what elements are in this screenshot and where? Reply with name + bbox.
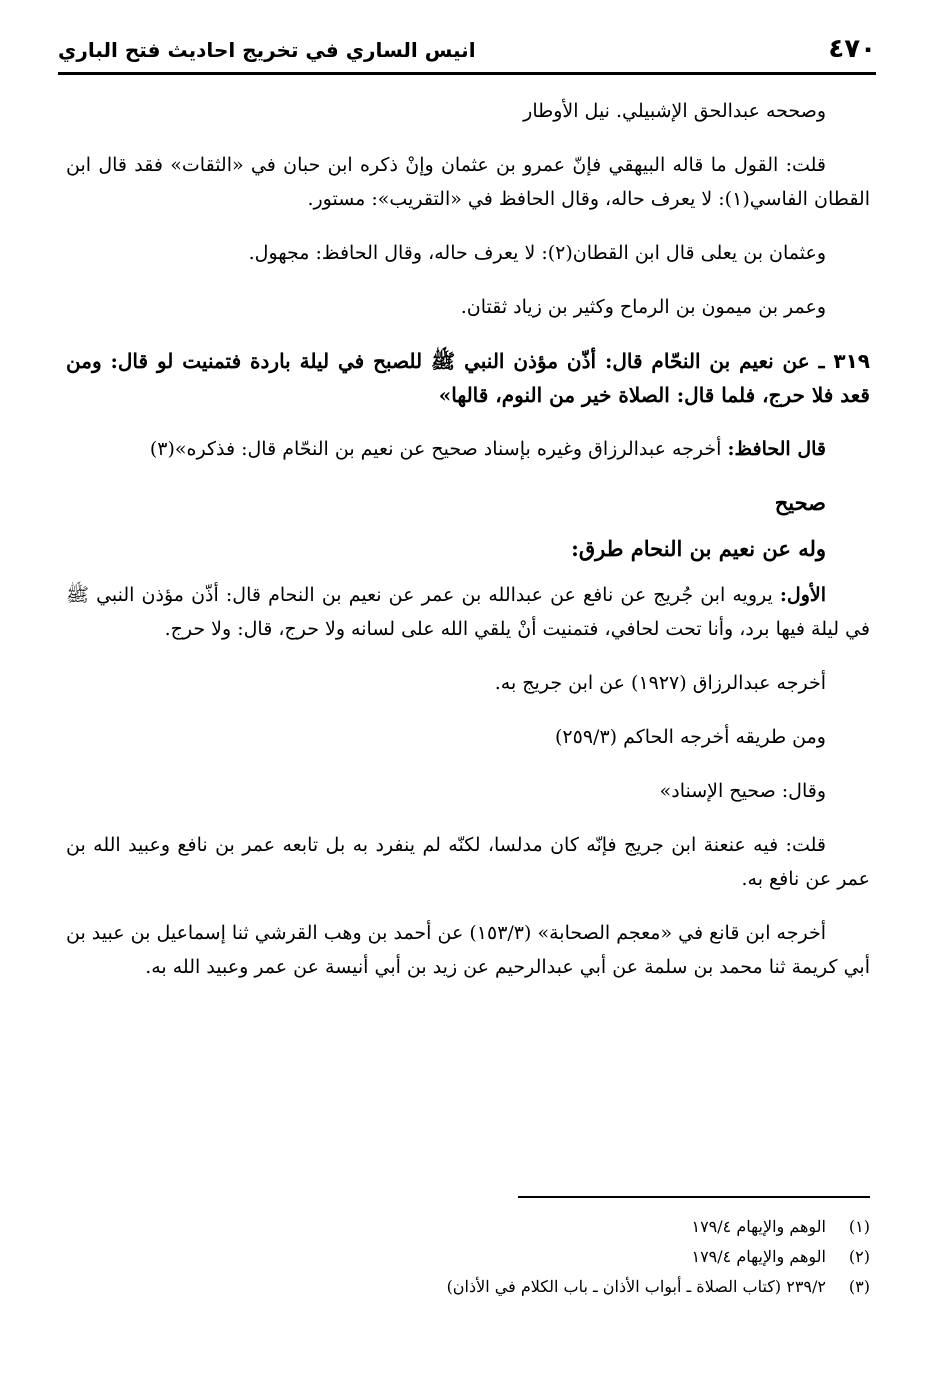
footnote-text: ٢٣٩/٢ (كتاب الصلاة ـ أبواب الأذان ـ باب الكلام في الأذان)	[446, 1277, 826, 1296]
paragraph-qultu-1: قلت: القول ما قاله البيهقي فإنّ عمرو بن عثمان وإنْ ذكره ابن حبان في «الثقات» فقد قال ابن القطان الفاسي(١): لا يعرف حاله، وقال الحافظ في «التقريب»: مستور.	[66, 154, 870, 210]
footnote-list	[68, 1212, 870, 1302]
hafiz-text: أخرجه عبدالرزاق وغيره بإسناد صحيح عن نعيم بن النحّام قال: فذكره»(٣)	[149, 438, 728, 460]
footnote-item	[68, 1272, 870, 1302]
paragraph-ibn-qani: أخرجه ابن قانع في «معجم الصحابة» (١٥٣/٣) عن أحمد بن وهب القرشي ثنا إسماعيل بن عبيد بن أبي كريمة ثنا محمد بن سلمة عن أبي عبدالرحيم عن زيد بن أبي أنيسة عن عمر وعبيد الله به.	[66, 922, 870, 978]
hafiz-label: قال الحافظ:	[727, 438, 826, 460]
footnote-item	[68, 1242, 870, 1272]
paragraph-hakim: ومن طريقه أخرجه الحاكم (٢٥٩/٣)	[555, 726, 826, 748]
paragraph-umar: وعمر بن ميمون بن الرماح وكثير بن زياد ثقتان.	[460, 296, 826, 318]
footnote-number: (٣)	[848, 1277, 870, 1296]
first-path-label: الأول:	[779, 584, 826, 606]
paragraph-qultu-2: قلت: فيه عنعنة ابن جريج فإنّه كان مدلسا، لكنّه لم ينفرد به بل تابعه عمر بن نافع وعبيد الله بن عمر عن نافع به.	[66, 834, 870, 890]
running-title: انيس الساري في تخريج احاديث فتح الباري	[58, 38, 476, 62]
turuq-heading: وله عن نعيم بن النحام طرق:	[571, 536, 826, 561]
footnote-number: (١)	[848, 1217, 870, 1236]
footnote-number: (٢)	[848, 1247, 870, 1266]
page-header	[58, 32, 876, 72]
header-divider	[58, 72, 876, 75]
first-path-text: يرويه ابن جُريج عن نافع عن عبدالله بن عمر عن نعيم بن النحام قال: أذّن مؤذن النبي ﷺ في ليلة فيها برد، وأنا تحت لحافي، فتمنيت أنْ يلقي الله على لسانه ولا حرج، قال: ولا حرج.	[66, 584, 870, 640]
paragraph-uthman: وعثمان بن يعلى قال ابن القطان(٢): لا يعرف حاله، وقال الحافظ: مجهول.	[248, 242, 826, 264]
paragraph-qala: وقال: صحيح الإسناد»	[659, 780, 826, 802]
paragraph-abdulrazzaq: أخرجه عبدالرزاق (١٩٢٧) عن ابن جريج به.	[494, 672, 826, 694]
hadith-body: ـ عن نعيم بن النحّام قال: أذّن مؤذن النبي ﷺ للصبح في ليلة باردة فتمنيت لو قال: ومن قعد فلا حرج، فلما قال: الصلاة خير من النوم، قالها»	[66, 349, 870, 407]
hadith-text	[66, 344, 870, 412]
footnote-text: الوهم والإيهام ١٧٩/٤	[691, 1247, 826, 1266]
footnote-item	[68, 1212, 870, 1242]
grade-heading: صحيح	[774, 490, 826, 515]
footnote-text: الوهم والإيهام ١٧٩/٤	[691, 1217, 826, 1236]
hadith-number: ٣١٩	[833, 349, 870, 373]
paragraph-hafiz	[66, 432, 870, 466]
paragraph-first-path	[66, 578, 870, 646]
page-body	[66, 94, 870, 984]
footnote-divider	[518, 1196, 870, 1198]
paragraph-sahhahahu: وصححه عبدالحق الإشبيلي. نيل الأوطار	[523, 100, 826, 122]
page-number: ٤٧٠	[828, 34, 876, 64]
